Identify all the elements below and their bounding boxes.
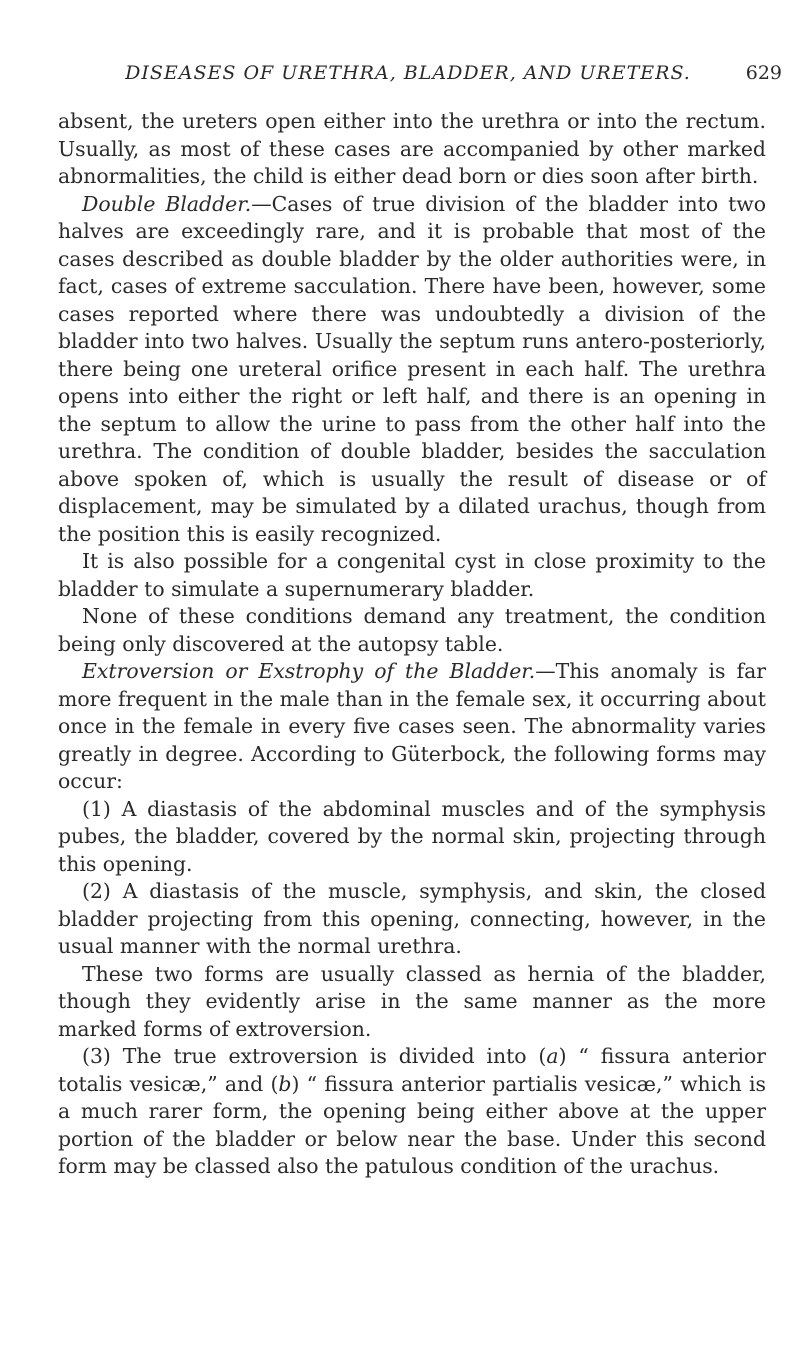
paragraph-text: —This anomaly is far more frequent in the male than in the female sex, it occurring about once in the female in every five cases seen. The abnormality varies greatly in degree. According to Güterbock, the following forms may occur: <box>58 659 766 793</box>
paragraph-text: ) “ fissura anterior partialis vesicæ,” which is a much rarer form, the opening being either above at the upper portion of the bladder or below near the base. Under this second form may be classed also the patulous condition of the urachus. <box>58 1071 766 1178</box>
letter-a: a <box>546 1044 559 1068</box>
paragraph-text: ) “ fissura anterior totalis vesicæ,” and ( <box>58 1044 767 1096</box>
paragraph-text: (1) A diastasis of the abdominal muscles and of the symphysis pubes, the bladder, covered by the normal skin, projecting through this opening. <box>58 796 766 876</box>
paragraph-text: (2) A diastasis of the muscle, symphysis, and skin, the closed bladder projecting from this opening, connecting, however, in the usual manner with the normal urethra. <box>58 879 766 958</box>
running-title: DISEASES OF URETHRA, BLADDER, AND URETERS. <box>125 62 691 84</box>
body-text <box>58 108 766 1181</box>
paragraph-text: —Cases of true division of the bladder into two halves are exceedingly rare, and it is probable that most of the cases described as double bladder by the older authorities were, in fact, cases of extreme sacculation. There have been, however, some cases reported where there was undoubtedly a division of the bladder into two halves. Usually the septum runs antero-posteriorly, there being one ureteral orifice present in each half. The urethra opens into either the right or left half, and there is an opening in the septum to allow the urine to pass from the other half into the urethra. The condition of double bladder, besides the sacculation above spoken of, which is usually the result of disease or of displacement, may be simulated by a dilated urachus, though from the position this is easily recognized. <box>58 191 767 546</box>
paragraph-text: These two forms are usually classed as hernia of the bladder, though they evidently arise in the same manner as the more marked forms of extroversion. <box>58 961 766 1041</box>
paragraph-text: None of these conditions demand any treatment, the condition being only discovered at the autopsy table. <box>58 604 766 656</box>
paragraph-extroversion <box>58 658 766 796</box>
paragraph-form-2 <box>58 878 766 961</box>
section-heading: Double Bladder. <box>82 191 252 216</box>
paragraph-text: (3) The true extroversion is divided into ( <box>82 1044 547 1068</box>
letter-b: b <box>278 1071 292 1096</box>
paragraph-hernia <box>58 961 766 1044</box>
page-number: 629 <box>745 62 782 84</box>
paragraph-congenital-cyst <box>58 548 766 603</box>
paragraph-form-1 <box>58 796 766 879</box>
paragraph-text: It is also possible for a congenital cyst in close proximity to the bladder to simulate a supernumerary bladder. <box>58 549 766 601</box>
paragraph-double-bladder <box>58 191 766 549</box>
paragraph-text: absent, the ureters open either into the urethra or into the rectum. Usually, as most of these cases are accompanied by other marked abnormalities, the child is either dead born or dies soon after birth. <box>58 109 766 188</box>
paragraph-treatment <box>58 603 766 658</box>
running-head <box>88 62 782 92</box>
paragraph-form-3 <box>58 1043 766 1181</box>
section-heading: Extroversion or Exstrophy of the Bladder. <box>82 659 536 683</box>
paragraph-intro <box>58 108 766 191</box>
